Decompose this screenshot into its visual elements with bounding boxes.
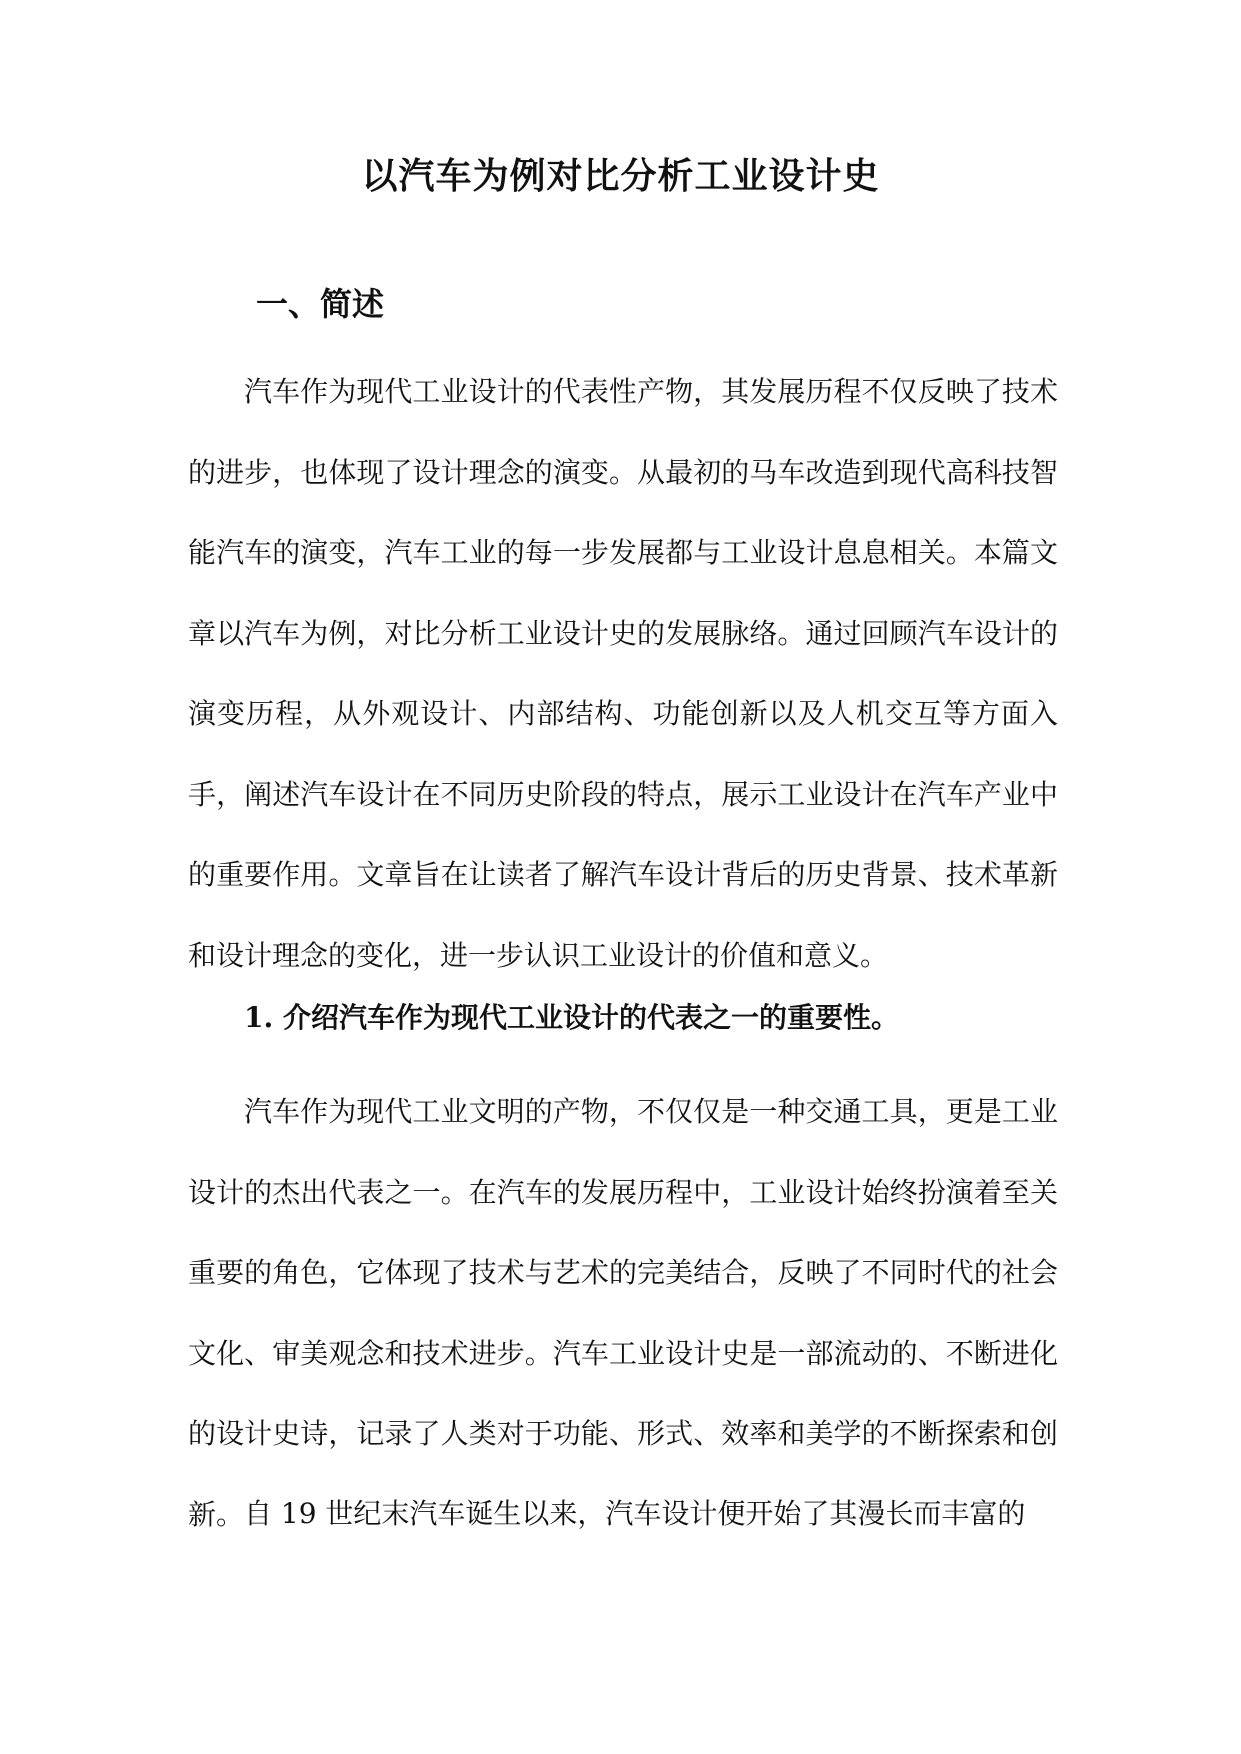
history-paragraph: 自 19 世纪末汽车诞生以来，汽车设计便开始了其漫长而丰富的	[244, 1497, 1026, 1530]
overview-paragraph: 汽车作为现代工业设计的代表性产物，其发展历程不仅反映了技术的进步，也体现了设计理念的演变。从最初的马车改造到现代高科技智能汽车的演变，汽车工业的每一步发展都与工业设计息息相关。本篇文章以汽车为例，对比分析工业设计史的发展脉络。通过回顾汽车设计的演变历程，从外观设计、内部结构、功能创新以及人机交互等方面入手，阐述汽车设计在不同历史阶段的特点，展示工业设计在汽车产业中的重要作用。文章旨在让读者了解汽车设计背后的历史背景、技术革新和设计理念的变化，进一步认识工业设计的价值和意义。	[188, 375, 1058, 972]
importance-paragraph: 汽车作为现代工业文明的产物，不仅仅是一种交通工具，更是工业设计的杰出代表之一。在汽车的发展历程中，工业设计始终扮演着至关重要的角色，它体现了技术与艺术的完美结合，反映了不同时代的社会文化、审美观念和技术进步。汽车工业设计史是一部流动的、不断进化的设计史诗，记录了人类对于功能、形式、效率和美学的不断探索和创新。	[188, 1095, 1058, 1531]
document-title: 以汽车为例对比分析工业设计史	[361, 155, 880, 197]
subsection-heading-importance: 1. 介绍汽车作为现代工业设计的代表之一的重要性。	[244, 1001, 899, 1034]
section-heading-overview: 一、简述	[256, 285, 385, 323]
